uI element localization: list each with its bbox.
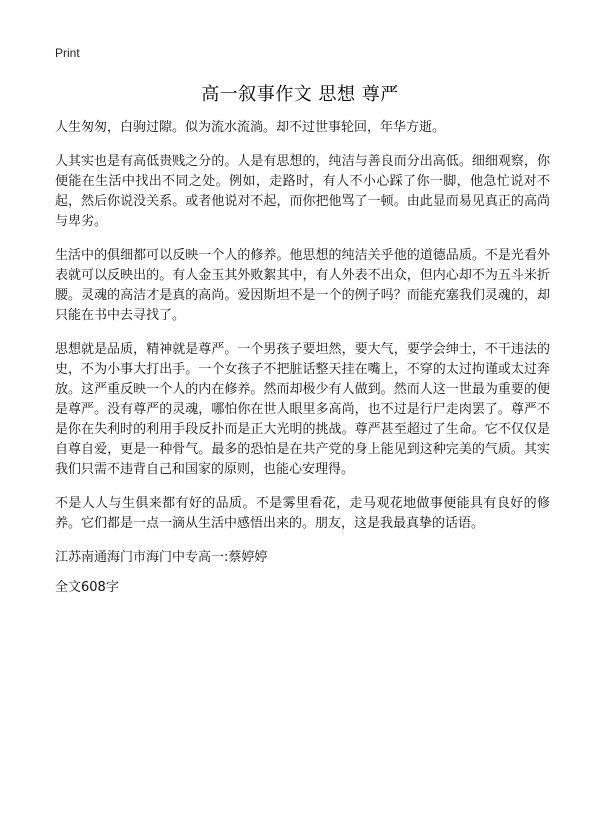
print-link[interactable]: Print	[55, 46, 80, 60]
author-line: 江苏南通海门市海门中专高一:蔡婷婷	[55, 550, 268, 565]
paragraph-5: 不是人人与生俱来都有好的品质。不是雾里看花，走马观花地做事便能具有良好的修养。它们都是一点一滴从生活中感悟出来的。朋友，这是我最真挚的话语。	[55, 496, 550, 531]
paragraph-1: 人生匆匆，白驹过隙。似为流水流淌。却不过世事轮回，年华方逝。	[55, 120, 446, 135]
paragraph-4: 思想就是品质，精神就是尊严。一个男孩子要坦然，要大气，要学会绅士，不干违法的史，不为小事大打出手。一个女孩子不把脏话整天挂在嘴上，不穿的太过拘谨或太过奔放。这严重反映一个人的内在修养。然而却极少有人做到。然而人这一世最为重要的便是尊严。没有尊严的灵魂，哪怕你在世人眼里多高尚，也不过是行尸走肉罢了。尊严不是你在失利时的利用手段反扑而是正大光明的挑战。尊严甚至超过了生命。它不仅仅是自尊自爱，更是一种骨气。最多的恐怕是在共产党的身上能见到这种完美的气质。其实我们只需不违背自己和国家的原则，也能心安理得。	[55, 342, 550, 477]
word-count: 全文608字	[55, 580, 119, 595]
paragraph-2: 人其实也是有高低贵贱之分的。人是有思想的，纯洁与善良而分出高低。细细观察，你便能在生活中找出不同之处。例如，走路时，有人不小心踩了你一脚，他急忙说对不起，然后你说没关系。或者他说对不起，而你把他骂了一顿。由此显而易见真正的高尚与卑劣。	[55, 154, 550, 229]
paragraph-3: 生活中的俱细都可以反映一个人的修养。他思想的纯洁关乎他的道德品质。不是光看外表就可以反映出的。有人金玉其外败絮其中，有人外表不出众，但内心却不为五斗米折腰。灵魂的高洁才是真的高尚。爱因斯坦不是一个的例子吗？而能充塞我们灵魂的，却只能在书中去寻找了。	[55, 248, 550, 323]
article-body	[55, 118, 550, 612]
article-title: 高一叙事作文 思想 尊严	[201, 84, 399, 105]
